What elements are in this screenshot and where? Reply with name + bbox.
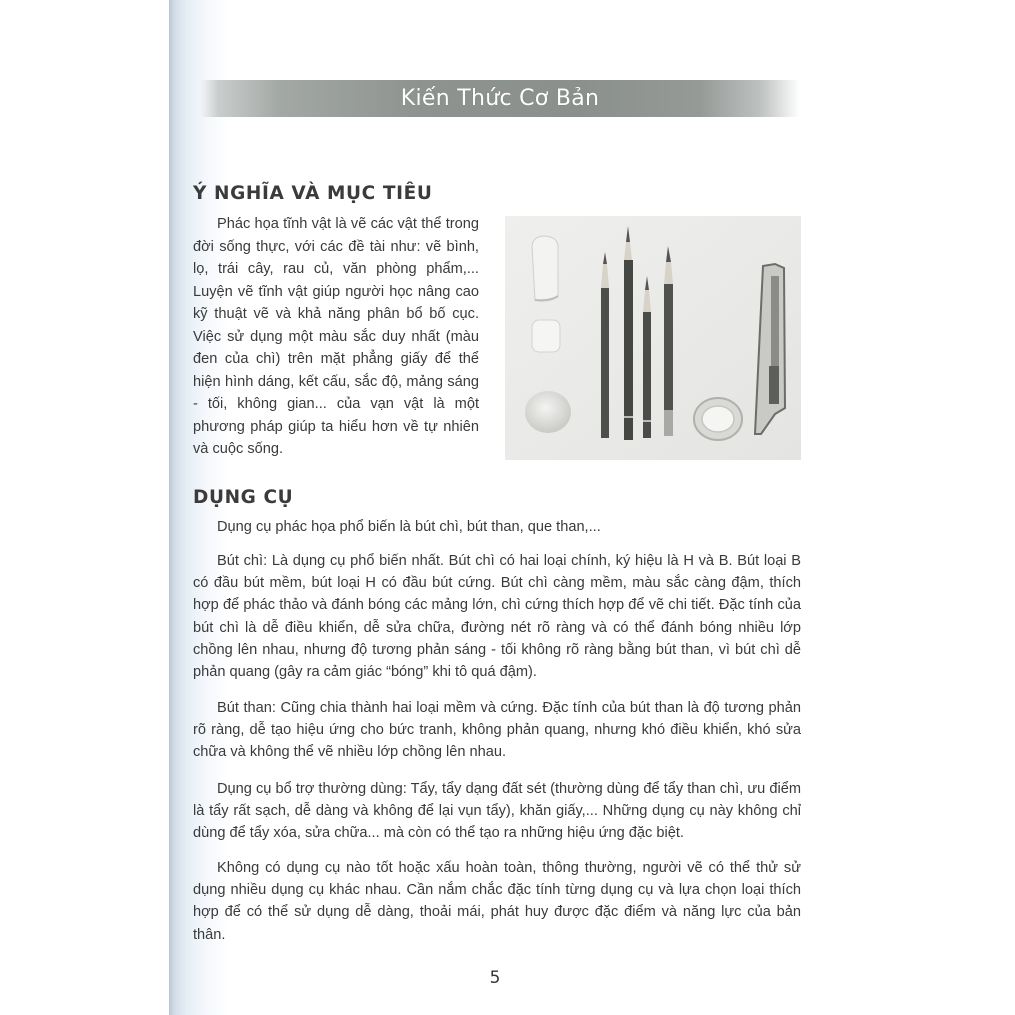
pencil-icon bbox=[624, 226, 633, 440]
section-heading-meaning: Ý NGHĨA VÀ MỤC TIÊU bbox=[193, 183, 433, 204]
tools-paragraph-charcoal: Bút than: Cũng chia thành hai loại mềm và cứng. Đặc tính của bút than là độ tương phản rõ ràng, dễ tạo hiệu ứng cho bức tranh, không phản quang, nhưng khó điều khiển, khó sửa chữa và không thể vẽ nhiều lớp chồng lên nhau. bbox=[193, 700, 801, 761]
chapter-header-bar bbox=[200, 80, 800, 117]
tools-paragraph-pencil: Bút chì: Là dụng cụ phổ biến nhất. Bút chì có hai loại chính, ký hiệu là H và B. Bút loại B có đầu bút mềm, bút loại H có đầu bút cứng. Bút chì càng mềm, màu sắc càng đậm, thích hợp để phác thảo và đánh bóng các mảng lớn, chì cứng thích hợp để vẽ chi tiết. Đặc tính của bút chì là dễ điều khiển, dễ sửa chữa, đường nét rõ ràng và có thể đánh bóng nhiều lớp chồng lên nhau, nhưng độ tương phản sáng - tối không rõ ràng bằng bút than, vì bút chì dễ phản quang (gây ra cảm giác “bóng” khi tô quá đậm). bbox=[193, 553, 801, 681]
drawing-tools-photo bbox=[505, 216, 801, 460]
page-number: 5 bbox=[489, 968, 501, 988]
tools-paragraph-intro: Dụng cụ phác họa phổ biến là bút chì, bút than, que than,... bbox=[217, 519, 601, 535]
tape-roll-icon bbox=[694, 398, 742, 440]
eraser-icon bbox=[532, 236, 558, 301]
tools-paragraph-auxiliary: Dụng cụ bổ trợ thường dùng: Tẩy, tẩy dạng đất sét (thường dùng để tẩy than chì, ưu điểm là tẩy rất sạch, dễ dàng và không để lại vụn tẩy), khăn giấy,... Những dụng cụ này không chỉ dùng để tẩy xóa, sửa chữa... mà còn có thể tạo ra những hiệu ứng đặc biệt. bbox=[193, 781, 801, 842]
chapter-title: Kiến Thức Cơ Bản bbox=[400, 86, 600, 111]
tools-paragraph-advice: Không có dụng cụ nào tốt hoặc xấu hoàn toàn, thông thường, người vẽ có thể thử sử dụng nhiều dụng cụ khác nhau. Cần nắm chắc đặc tính từng dụng cụ và lựa chọn loại thích hợp để có thể sử dụng dễ dàng, thoải mái, phát huy được đặc điểm và năng lực của bản thân. bbox=[193, 860, 801, 943]
pencil-icon bbox=[664, 246, 673, 436]
meaning-paragraph: Phác họa tĩnh vật là vẽ các vật thể trong đời sống thực, với các đề tài như: vẽ bình, lọ, trái cây, rau củ, văn phòng phẩm,... Luyện vẽ tĩnh vật giúp người học nâng cao kỹ thuật vẽ và khả năng phân bổ bố cục. Việc sử dụng một màu sắc duy nhất (màu đen của chì) trên mặt phẳng giấy để thể hiện hình dáng, kết cấu, sắc độ, mảng sáng - tối, không gian... của vạn vật là một phương pháp giúp ta hiểu hơn về tự nhiên và cuộc sống. bbox=[193, 216, 479, 457]
eraser-icon bbox=[532, 320, 560, 352]
kneaded-eraser-icon bbox=[525, 391, 571, 433]
pencil-icon bbox=[643, 276, 651, 438]
pencil-icon bbox=[601, 252, 609, 438]
section-heading-tools: DỤNG CỤ bbox=[193, 487, 294, 508]
